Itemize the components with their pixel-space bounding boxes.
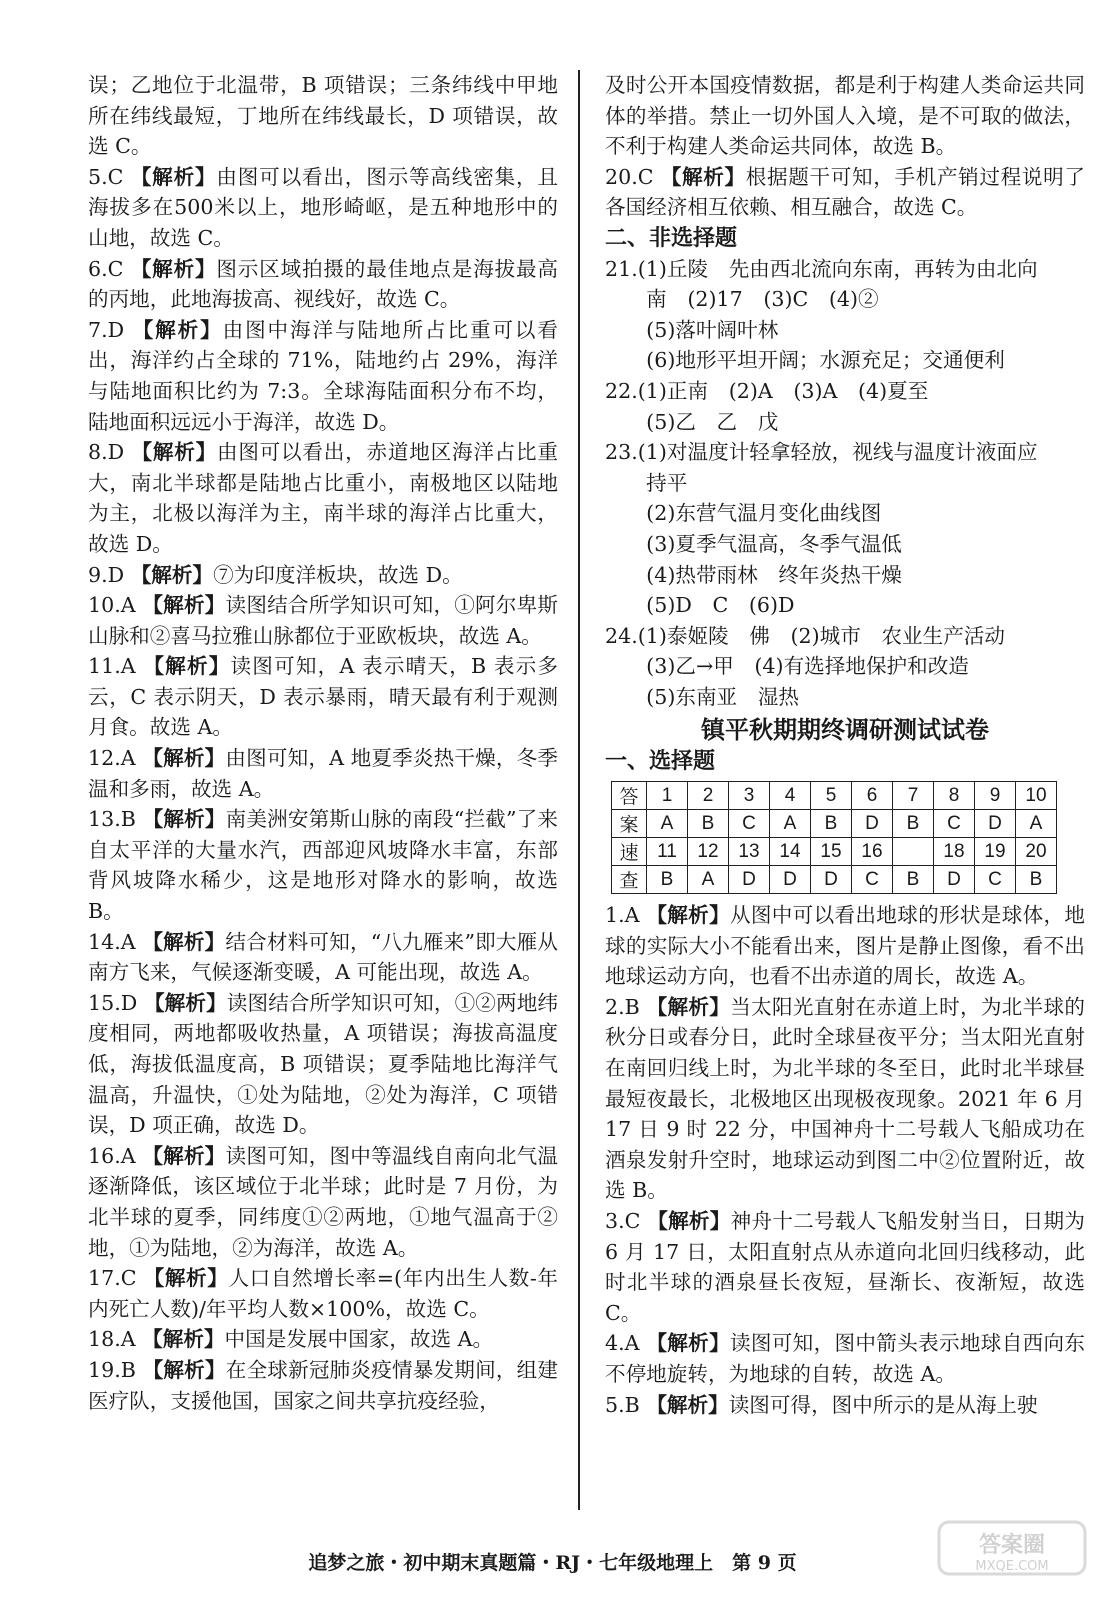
answer-item bbox=[88, 1324, 558, 1355]
answer-line: (5)乙 乙 戊 bbox=[605, 409, 779, 434]
answer-item bbox=[605, 992, 1085, 1206]
left-answer-list bbox=[88, 70, 558, 1416]
table-cell: B bbox=[893, 810, 934, 838]
answer-item bbox=[88, 1141, 558, 1263]
table-cell: D bbox=[934, 866, 975, 894]
section-heading-choice: 一、选择题 bbox=[605, 748, 716, 775]
answer-number: 5.C bbox=[88, 164, 131, 189]
table-cell: D bbox=[975, 810, 1016, 838]
analysis-tag: 【解析】 bbox=[646, 1392, 729, 1417]
answer-number: 8.D bbox=[88, 440, 132, 465]
answer-text: 读图可知，图中等温线自南向北气温逐渐降低，该区域位于北半球；此时是 7 月份，为北半球的夏季，同纬度①②两地，①地气温高于②地，①为陆地，②为海洋，故选 A。 bbox=[88, 1143, 559, 1260]
table-cell: 1 bbox=[647, 782, 688, 810]
table-cell: 19 bbox=[975, 838, 1016, 866]
answer-text: 从图中可以看出地球的形状是球体，地球的实际大小不能看出来，图片是静止图像，看不出地球运动方向，也看不出赤道的周长，故选 A。 bbox=[605, 903, 1085, 989]
table-cell: B bbox=[893, 866, 934, 894]
table-label-cell: 答 bbox=[612, 782, 647, 810]
table-cell: 8 bbox=[934, 782, 975, 810]
answer-item bbox=[88, 254, 558, 315]
table-cell: 11 bbox=[647, 838, 688, 866]
analysis-tag: 【解析】 bbox=[143, 990, 227, 1015]
table-cell: D bbox=[729, 866, 770, 894]
table-cell: D bbox=[770, 866, 811, 894]
answer-line: (3)夏季气温高，冬季气温低 bbox=[605, 531, 902, 556]
answer-item bbox=[605, 1328, 1085, 1389]
answer-number: 9.D bbox=[88, 562, 131, 587]
answer-text: 读图可知，A 表示晴天，B 表示多云，C 表示阴天，D 表示暴雨，晴天最有利于观测月食。故选 A。 bbox=[88, 654, 559, 740]
table-cell bbox=[893, 838, 934, 866]
answer-line: (5)D C (6)D bbox=[605, 593, 795, 618]
answer-text: 读图可得，图中所示的是从海上驶 bbox=[728, 1392, 1038, 1417]
answer-line: (3)乙→甲 (4)有选择地保护和改造 bbox=[605, 654, 969, 679]
table-row bbox=[612, 866, 1057, 894]
analysis-tag: 【解析】 bbox=[143, 654, 231, 679]
answer-text: 及时公开本国疫情数据，都是利于构建人类命运共同体的举措。禁止一切外国人入境，是不可取的做法，不利于构建人类命运共同体，故选 B。 bbox=[605, 73, 1085, 159]
answer-item bbox=[88, 1263, 558, 1324]
table-cell: 10 bbox=[1016, 782, 1057, 810]
table-cell: 7 bbox=[893, 782, 934, 810]
table-row bbox=[612, 838, 1057, 866]
table-cell: A bbox=[688, 866, 729, 894]
answer-number: 12.A bbox=[88, 746, 143, 771]
answer-item bbox=[605, 1390, 1085, 1421]
answer-item bbox=[88, 70, 558, 162]
answer-text: 人口自然增长率=(年内出生人数-年内死亡人数)/年平均人数×100%，故选 C。 bbox=[88, 1266, 558, 1321]
table-cell: C bbox=[852, 866, 893, 894]
table-cell: 20 bbox=[1016, 838, 1057, 866]
answer-number: 15.D bbox=[88, 990, 144, 1015]
answer-text: 结合材料可知，“八九雁来”即大雁从南方飞来，气候逐渐变暖，A 可能出现，故选 A。 bbox=[88, 929, 559, 985]
table-cell: B bbox=[1016, 866, 1057, 894]
analysis-tag: 【解析】 bbox=[142, 807, 226, 832]
answer-number: 4.A bbox=[605, 1331, 647, 1356]
analysis-tag: 【解析】 bbox=[647, 1209, 731, 1233]
answer-text: 由图可以看出，赤道地区海洋占比重大，南北半球都是陆地占比重小，南极地区以陆地为主，北极以海洋为主，南半球的海洋占比重大，故选 D。 bbox=[88, 440, 559, 556]
table-cell: 2 bbox=[688, 782, 729, 810]
answer-text: 神舟十二号载人飞船发射当日，日期为 6 月 17 日，太阳直射点从赤道向北回归线移动，此时北半球的酒泉昼长夜短，昼渐长、夜渐短，故选 C。 bbox=[605, 1209, 1085, 1325]
answer-line: 南 (2)17 (3)C (4)② bbox=[605, 287, 879, 312]
analysis-tag: 【解析】 bbox=[646, 994, 731, 1019]
analysis-tag: 【解析】 bbox=[142, 1143, 226, 1168]
analysis-tag: 【解析】 bbox=[142, 1357, 226, 1382]
table-row bbox=[612, 782, 1057, 810]
answer-item bbox=[88, 437, 558, 559]
answer-line: 23.(1)对温度计轻拿轻放，视线与温度计液面应 bbox=[605, 440, 1038, 465]
answer-line: 24.(1)泰姬陵 佛 (2)城市 农业生产活动 bbox=[605, 623, 1005, 648]
answer-line: (5)落叶阔叶林 bbox=[605, 317, 779, 342]
table-cell: 14 bbox=[770, 838, 811, 866]
answer-line: (2)东营气温月变化曲线图 bbox=[605, 501, 882, 526]
answer-number: 20.C bbox=[605, 164, 661, 189]
answer-number: 5.B bbox=[605, 1392, 647, 1417]
analysis-tag: 【解析】 bbox=[646, 903, 730, 928]
answer-text: 读图结合所学知识可知，①阿尔卑斯山脉和②喜马拉雅山脉都位于亚欧板块，故选 A。 bbox=[88, 593, 559, 648]
page-footer: 追梦之旅・初中期末真题篇・RJ・七年级地理上 第 9 页 bbox=[308, 1552, 797, 1574]
answer-item bbox=[88, 1355, 558, 1416]
analysis-tag: 【解析】 bbox=[131, 440, 217, 465]
answer-number: 3.C bbox=[605, 1209, 648, 1233]
answer-number: 10.A bbox=[88, 593, 143, 618]
answer-text: 由图中海洋与陆地所占比重可以看出，海洋约占全球的 71%，陆地约占 29%，海洋与陆地面积比约为 7:3。全球海陆面积分布不均，陆地面积远远小于海洋，故选 D。 bbox=[88, 317, 559, 434]
answer-item bbox=[88, 988, 558, 1141]
exam-title: 镇平秋期期终调研测试试卷 bbox=[701, 715, 989, 745]
answer-number: 13.B bbox=[88, 807, 143, 832]
table-label-cell: 案 bbox=[612, 810, 647, 838]
analysis-tag: 【解析】 bbox=[130, 164, 217, 189]
analysis-tag: 【解析】 bbox=[646, 1331, 730, 1356]
table-cell: D bbox=[852, 810, 893, 838]
svg-text:答案圈: 答案圈 bbox=[978, 1533, 1046, 1558]
section-heading-non-choice: 二、非选择题 bbox=[605, 224, 738, 251]
table-cell: A bbox=[647, 810, 688, 838]
answer-number: 19.B bbox=[88, 1357, 143, 1382]
table-cell: 15 bbox=[811, 838, 852, 866]
answer-line: (6)地形平坦开阔；水源充足；交通便利 bbox=[605, 348, 1005, 373]
answer-number: 2.B bbox=[605, 994, 647, 1019]
answer-text: ⑦为印度洋板块，故选 D。 bbox=[213, 562, 463, 587]
answer-item bbox=[605, 70, 1085, 162]
answer-text: 图示区域拍摄的最佳地点是海拔最高的丙地，此地海拔高、视线好，故选 C。 bbox=[88, 256, 559, 312]
table-cell: 16 bbox=[852, 838, 893, 866]
answer-quick-table bbox=[611, 781, 1057, 894]
answer-text: 由图可以看出，图示等高线密集，且海拔多在500米以上，地形崎岖，是五种地形中的山地，故选 C。 bbox=[88, 164, 559, 250]
analysis-tag: 【解析】 bbox=[142, 593, 226, 618]
answer-text: 由图可知，A 地夏季炎热干燥，冬季温和多雨，故选 A。 bbox=[88, 746, 558, 801]
answer-text: 南美洲安第斯山脉的南段“拦截”了来自太平洋的大量水汽，西部迎风坡降水丰富，东部背风坡降水稀少，这是地形对降水的影响，故选 B。 bbox=[88, 807, 559, 924]
table-cell: C bbox=[934, 810, 975, 838]
table-row bbox=[612, 810, 1057, 838]
analysis-tag: 【解析】 bbox=[143, 1266, 229, 1291]
table-cell: 6 bbox=[852, 782, 893, 810]
analysis-tag: 【解析】 bbox=[660, 164, 746, 189]
left-column bbox=[88, 70, 558, 1416]
table-label-cell: 速 bbox=[612, 838, 647, 866]
answer-item bbox=[88, 590, 558, 651]
answer-item bbox=[88, 651, 558, 743]
table-cell: A bbox=[1016, 810, 1057, 838]
answer-number: 6.C bbox=[88, 256, 131, 281]
table-label-cell: 查 bbox=[612, 866, 647, 894]
table-cell: C bbox=[975, 866, 1016, 894]
table-cell: 18 bbox=[934, 838, 975, 866]
watermark-logo bbox=[937, 1518, 1087, 1578]
analysis-tag: 【解析】 bbox=[142, 746, 226, 771]
answer-text: 中国是发展中国家，故选 A。 bbox=[224, 1327, 494, 1352]
non-choice-answers bbox=[605, 254, 1085, 713]
table-cell: 9 bbox=[975, 782, 1016, 810]
answer-line: 22.(1)正南 (2)A (3)A (4)夏至 bbox=[605, 378, 929, 403]
table-cell: C bbox=[729, 810, 770, 838]
analysis-tag: 【解析】 bbox=[142, 929, 226, 954]
table-cell: 4 bbox=[770, 782, 811, 810]
answer-number: 17.C bbox=[88, 1266, 144, 1291]
answer-text: 读图可知，图中箭头表示地球自西向东不停地旋转，为地球的自转，故选 A。 bbox=[605, 1331, 1085, 1386]
table-cell: 5 bbox=[811, 782, 852, 810]
answer-item bbox=[605, 1206, 1085, 1328]
answer-line: 持平 bbox=[605, 470, 688, 495]
answer-item bbox=[88, 315, 558, 437]
table-cell: B bbox=[647, 866, 688, 894]
answer-line: 21.(1)丘陵 先由西北流向东南，再转为由北向 bbox=[605, 256, 1038, 281]
analysis-tag: 【解析】 bbox=[130, 256, 217, 281]
answer-number: 16.A bbox=[88, 1143, 143, 1168]
answer-text: 读图结合所学知识可知，①②两地纬度相同，两地都吸收热量，A 项错误；海拔高温度低，海拔低温度高，B 项错误；夏季陆地比海洋气温高，升温快，①处为陆地，②处为海洋，C 项错误，D 项正确，故选 D。 bbox=[88, 990, 559, 1138]
answer-line: (4)热带雨林 终年炎热干燥 bbox=[605, 562, 902, 587]
answer-number: 18.A bbox=[88, 1327, 143, 1352]
answer-number: 14.A bbox=[88, 929, 143, 954]
answer-text: 在全球新冠肺炎疫情暴发期间，组建医疗队，支援他国，国家之间共享抗疫经验， bbox=[88, 1357, 559, 1413]
answer-line: (5)东南亚 湿热 bbox=[605, 684, 799, 709]
right-column bbox=[605, 70, 1085, 1420]
column-divider bbox=[578, 70, 580, 1510]
svg-text:MXQE.COM: MXQE.COM bbox=[975, 1559, 1049, 1574]
table-cell: B bbox=[688, 810, 729, 838]
answer-text: 当太阳光直射在赤道上时，为北半球的秋分日或春分日，此时全球昼夜平分；当太阳光直射在南回归线上时，为北半球的冬至日，此时北半球昼最短夜最长，北极地区出现极夜现象。2021 年 6 月 17 日 9 时 22 分，中国神舟十二号载人飞船成功在酒泉发射升空时，地球运动到图二中②位置附近，故选 B。 bbox=[605, 994, 1085, 1203]
answer-item bbox=[88, 927, 558, 988]
answer-item bbox=[88, 162, 558, 254]
answer-text: 误；乙地位于北温带，B 项错误；三条纬线中甲地所在纬线最短，丁地所在纬线最长，D 项错误，故选 C。 bbox=[88, 73, 558, 159]
table-cell: 13 bbox=[729, 838, 770, 866]
answer-text: 根据题干可知，手机产销过程说明了各国经济相互依赖、相互融合，故选 C。 bbox=[605, 164, 1086, 220]
answer-number: 1.A bbox=[605, 903, 647, 928]
analysis-tag: 【解析】 bbox=[130, 562, 214, 587]
answer-item bbox=[605, 900, 1085, 992]
table-cell: 12 bbox=[688, 838, 729, 866]
answer-number: 7.D bbox=[88, 317, 133, 342]
table-cell: A bbox=[770, 810, 811, 838]
table-cell: B bbox=[811, 810, 852, 838]
right-top-answer-list bbox=[605, 70, 1085, 223]
table-cell: 3 bbox=[729, 782, 770, 810]
answer-item bbox=[605, 162, 1085, 223]
answer-item bbox=[88, 804, 558, 926]
answer-item bbox=[88, 743, 558, 804]
answer-number: 11.A bbox=[88, 654, 144, 679]
right-bottom-answer-list bbox=[605, 900, 1085, 1420]
answer-item bbox=[88, 560, 558, 591]
analysis-tag: 【解析】 bbox=[132, 317, 223, 342]
analysis-tag: 【解析】 bbox=[142, 1327, 225, 1352]
table-cell: D bbox=[811, 866, 852, 894]
